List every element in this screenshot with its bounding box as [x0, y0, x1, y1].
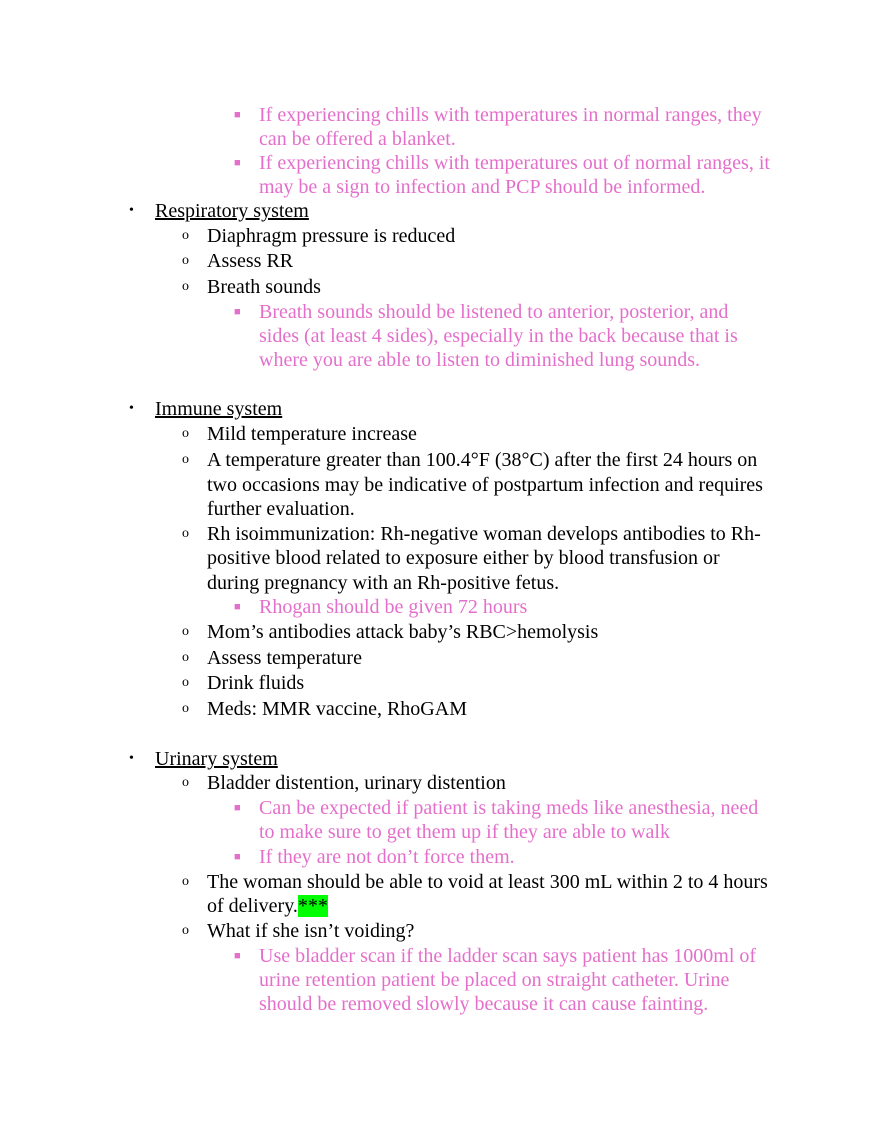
bullet-level-3: ■ — [234, 157, 241, 169]
line-text: Use bladder scan if the ladder scan says patient has 1000ml of — [259, 945, 757, 967]
line-text: Rh isoimmunization: Rh-negative woman develops antibodies to Rh- — [207, 523, 761, 545]
line-text: may be a sign to infection and PCP should be informed. — [259, 176, 706, 198]
note-line — [259, 175, 705, 199]
section-heading — [155, 397, 282, 421]
list-item-line — [207, 620, 598, 644]
bullet-level-3: ■ — [234, 851, 241, 863]
line-text: Assess RR — [207, 250, 294, 272]
note-line — [259, 845, 515, 869]
line-text: What if she isn’t voiding? — [207, 920, 415, 942]
note-line — [259, 968, 729, 992]
bullet-level-1: • — [129, 751, 134, 766]
note-line — [259, 151, 770, 175]
bullet-level-3: ■ — [234, 950, 241, 962]
note-line — [259, 127, 456, 151]
highlight-mark: *** — [297, 895, 328, 917]
list-item-line — [207, 473, 763, 497]
line-text: where you are able to listen to diminished lung sounds. — [259, 349, 701, 371]
line-text: sides (at least 4 sides), especially in the back because that is — [259, 325, 738, 347]
line-text: positive blood related to exposure either by blood transfusion or — [207, 547, 720, 569]
bullet-level-2: o — [182, 775, 189, 790]
note-line — [259, 595, 527, 619]
line-text: Mild temperature increase — [207, 423, 417, 445]
line-text: further evaluation. — [207, 498, 355, 520]
list-item-line — [207, 894, 328, 918]
note-line — [259, 300, 728, 324]
line-text: Mom’s antibodies attack baby’s RBC>hemolysis — [207, 621, 599, 643]
line-text: If experiencing chills with temperatures out of normal ranges, it — [259, 152, 770, 174]
line-text: Immune system — [155, 398, 283, 420]
list-item-line — [207, 771, 506, 795]
bullet-level-2: o — [182, 426, 189, 441]
line-text: two occasions may be indicative of postpartum infection and requires — [207, 474, 763, 496]
line-text: to make sure to get them up if they are able to walk — [259, 821, 670, 843]
list-item-line — [207, 448, 757, 472]
list-item-line — [207, 522, 761, 546]
line-text: Rhogan should be given 72 hours — [259, 596, 528, 618]
bullet-level-2: o — [182, 228, 189, 243]
list-item-line — [207, 671, 304, 695]
note-line — [259, 348, 700, 372]
bullet-level-2: o — [182, 874, 189, 889]
bullet-level-2: o — [182, 253, 189, 268]
line-text: Bladder distention, urinary distention — [207, 772, 506, 794]
list-item-line — [207, 249, 293, 273]
note-line — [259, 820, 670, 844]
line-text: Drink fluids — [207, 672, 305, 694]
line-text: Breath sounds should be listened to anterior, posterior, and — [259, 301, 729, 323]
bullet-level-2: o — [182, 279, 189, 294]
line-text: Breath sounds — [207, 276, 321, 298]
note-line — [259, 103, 762, 127]
line-text: Urinary system — [155, 748, 278, 770]
line-text: If experiencing chills with temperatures in normal ranges, they — [259, 104, 762, 126]
bullet-level-2: o — [182, 624, 189, 639]
note-line — [259, 324, 738, 348]
section-heading — [155, 747, 278, 771]
line-text: during pregnancy with an Rh-positive fetus. — [207, 572, 560, 594]
list-item-line — [207, 646, 362, 670]
line-text: If they are not don’t force them. — [259, 846, 515, 868]
line-text: The woman should be able to void at least 300 mL within 2 to 4 hours — [207, 871, 768, 893]
line-text: urine retention patient be placed on straight catheter. Urine — [259, 969, 730, 991]
bullet-level-3: ■ — [234, 802, 241, 814]
bullet-level-2: o — [182, 526, 189, 541]
note-line — [259, 992, 708, 1016]
list-item-line — [207, 870, 768, 894]
list-item-line — [207, 275, 321, 299]
line-text: Diaphragm pressure is reduced — [207, 225, 456, 247]
bullet-level-3: ■ — [234, 601, 241, 613]
bullet-level-2: o — [182, 675, 189, 690]
list-item-line — [207, 571, 559, 595]
list-item-line — [207, 224, 455, 248]
line-text: of delivery. — [207, 895, 298, 917]
line-text: Can be expected if patient is taking meds like anesthesia, need — [259, 797, 759, 819]
line-text: Respiratory system — [155, 200, 309, 222]
line-text: Assess temperature — [207, 647, 362, 669]
line-text: Meds: MMR vaccine, RhoGAM — [207, 698, 467, 720]
bullet-level-3: ■ — [234, 109, 241, 121]
bullet-level-2: o — [182, 452, 189, 467]
line-text: should be removed slowly because it can cause fainting. — [259, 993, 709, 1015]
list-item-line — [207, 697, 467, 721]
list-item-line — [207, 497, 355, 521]
bullet-level-2: o — [182, 701, 189, 716]
section-heading — [155, 199, 309, 223]
line-text: can be offered a blanket. — [259, 128, 456, 150]
list-item-line — [207, 422, 417, 446]
list-item-line — [207, 919, 414, 943]
bullet-level-3: ■ — [234, 306, 241, 318]
bullet-level-2: o — [182, 923, 189, 938]
note-line — [259, 796, 758, 820]
line-text: A temperature greater than 100.4°F (38°C) after the first 24 hours on — [207, 449, 758, 471]
bullet-level-1: • — [129, 203, 134, 218]
bullet-level-2: o — [182, 650, 189, 665]
note-line — [259, 944, 756, 968]
list-item-line — [207, 546, 720, 570]
bullet-level-1: • — [129, 401, 134, 416]
